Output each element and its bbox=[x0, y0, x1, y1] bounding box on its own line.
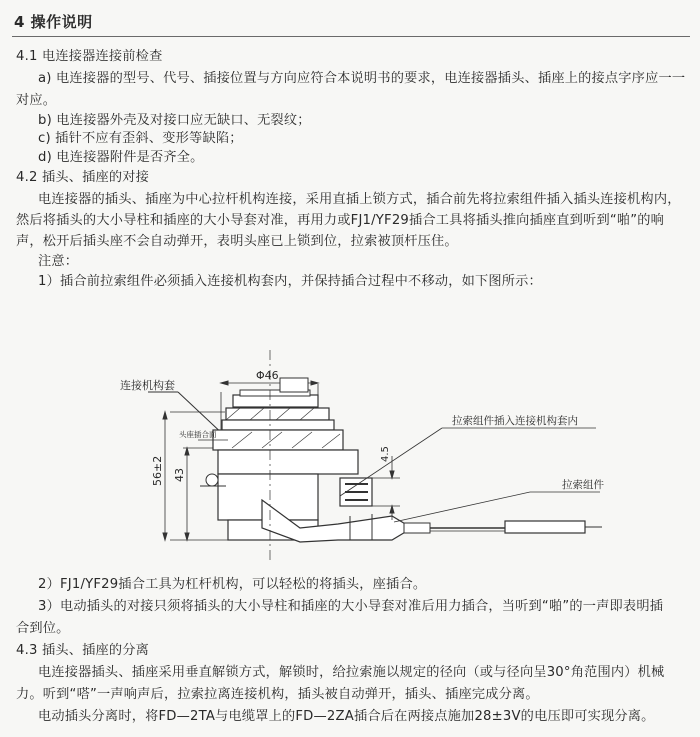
section-heading: 4 操作说明 bbox=[14, 13, 93, 31]
note-label: 注意： bbox=[38, 254, 79, 269]
note-3-line2: 合到位。 bbox=[16, 621, 70, 636]
dim-height-total: 56±2 bbox=[151, 455, 164, 486]
note-2: 2）FJ1/YF29插合工具为杠杆机构，可以轻松的将插头，座插合。 bbox=[38, 577, 427, 592]
note-3-line1: 3）电动插头的对接只须将插头的大小导柱和插座的大小导套对准后用力插合，当听到“啪”的一声即表明插 bbox=[38, 599, 664, 614]
note-1: 1）插合前拉索组件必须插入连接机构套内，并保持插合过程中不移动，如下图所示： bbox=[38, 274, 542, 289]
label-head-face: 头座插合面 bbox=[179, 430, 217, 439]
dim-diameter: Φ46 bbox=[256, 369, 279, 382]
item-d: d) 电连接器附件是否齐全。 bbox=[38, 150, 204, 165]
item-a-line1: a) 电连接器的型号、代号、插接位置与方向应符合本说明书的要求，电连接器插头、插座上的接点字序应一一 bbox=[38, 71, 686, 86]
s42-para-line3: 声，松开后插头座不会自动弹开，表明头座已上锁到位，拉索被顶杆压住。 bbox=[16, 234, 458, 249]
label-mechanism-sleeve: 连接机构套 bbox=[120, 379, 175, 392]
section-4-3-title: 4.3 插头、插座的分离 bbox=[16, 643, 150, 658]
s43-para-line1: 电连接器插头、插座采用垂直解锁方式，解锁时，给拉索施以规定的径向（或与径向呈30°角范围内）机械 bbox=[38, 665, 665, 680]
dim-offset: 4.5 bbox=[380, 446, 391, 462]
section-4-2-title: 4.2 插头、插座的对接 bbox=[16, 170, 150, 185]
label-cable-insert: 拉索组件插入连接机构套内 bbox=[452, 415, 578, 427]
label-cable-assembly: 拉索组件 bbox=[562, 479, 604, 491]
s43-para-line3: 电动插头分离时，将FD—2TA与电缆罩上的FD—2ZA插合后在两接点施加28±3V的电压即可实现分离。 bbox=[38, 709, 655, 724]
s42-para-line2: 然后将插头的大小导柱和插座的大小导套对准，再用力或FJ1/YF29插合工具将插头推向插座直到听到“啪”的响 bbox=[16, 213, 665, 228]
dim-height-43: 43 bbox=[173, 468, 186, 482]
item-a-line2: 对应。 bbox=[16, 93, 57, 108]
section-4-1-title: 4.1 电连接器连接前检查 bbox=[16, 49, 163, 64]
s43-para-line2: 力。听到“嗒”一声响声后，拉索拉离连接机构，插头被自动弹开，插头、插座完成分离。 bbox=[16, 687, 539, 702]
item-c: c) 插针不应有歪斜、变形等缺陷； bbox=[38, 131, 243, 146]
item-b: b) 电连接器外壳及对接口应无缺口、无裂纹； bbox=[38, 113, 311, 128]
s42-para-line1: 电连接器的插头、插座为中心拉杆机构连接，采用直插上锁方式，插合前先将拉索组件插入插头连接机构内， bbox=[38, 192, 681, 207]
